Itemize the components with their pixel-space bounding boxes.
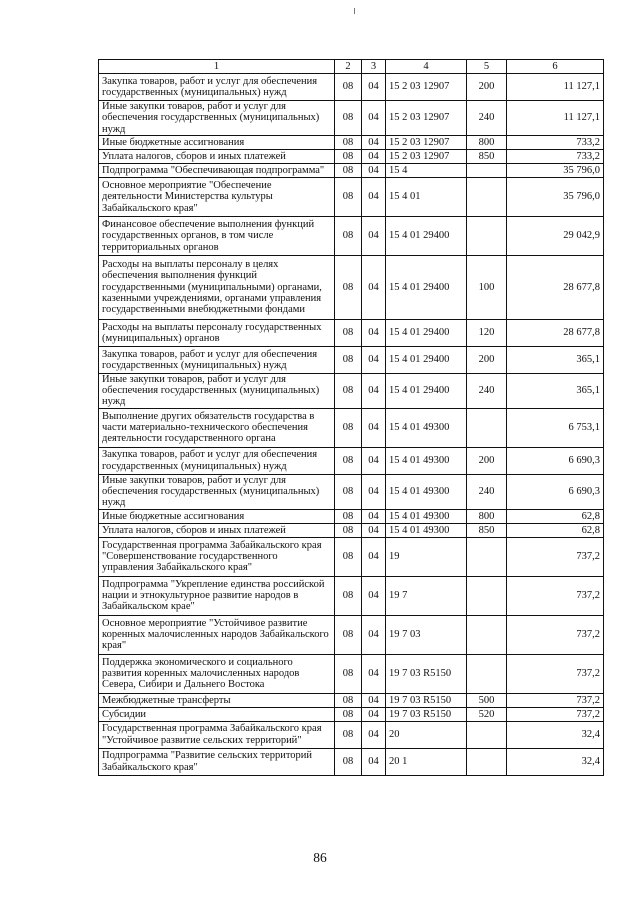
cell-amount: 737,2 <box>507 576 604 615</box>
column-header-expense-type: 5 <box>467 60 507 74</box>
header-row <box>99 60 604 74</box>
cell-subsection: 04 <box>362 537 386 576</box>
cell-section: 08 <box>335 255 362 319</box>
cell-section: 08 <box>335 177 362 216</box>
cell-section: 08 <box>335 748 362 775</box>
cell-amount: 737,2 <box>507 654 604 693</box>
cell-expense-type <box>467 163 507 177</box>
cell-subsection: 04 <box>362 707 386 721</box>
cell-amount: 28 677,8 <box>507 319 604 346</box>
table-row <box>99 163 604 177</box>
cell-section: 08 <box>335 707 362 721</box>
cell-name: Основное мероприятие "Устойчивое развитие коренных малочисленных народов Забайкальского края" <box>99 615 335 654</box>
cell-amount: 35 796,0 <box>507 163 604 177</box>
cell-name: Уплата налогов, сборов и иных платежей <box>99 523 335 537</box>
table-row <box>99 509 604 523</box>
cell-amount: 737,2 <box>507 693 604 707</box>
cell-target-item: 15 4 01 29400 <box>386 216 467 255</box>
cell-section: 08 <box>335 537 362 576</box>
cell-subsection: 04 <box>362 523 386 537</box>
cell-subsection: 04 <box>362 346 386 373</box>
cell-subsection: 04 <box>362 135 386 149</box>
cell-amount: 737,2 <box>507 707 604 721</box>
cell-expense-type: 800 <box>467 509 507 523</box>
cell-expense-type: 200 <box>467 346 507 373</box>
cell-name: Иные закупки товаров, работ и услуг для обеспечения государственных (муниципальных) нужд <box>99 474 335 509</box>
cell-name: Межбюджетные трансферты <box>99 693 335 707</box>
cell-subsection: 04 <box>362 149 386 163</box>
cell-expense-type <box>467 721 507 748</box>
cell-name: Закупка товаров, работ и услуг для обеспечения государственных (муниципальных) нужд <box>99 447 335 474</box>
column-header-subsection: 3 <box>362 60 386 74</box>
cell-expense-type: 200 <box>467 447 507 474</box>
cell-target-item: 19 7 03 <box>386 615 467 654</box>
table-body <box>99 74 604 776</box>
cell-amount: 11 127,1 <box>507 101 604 136</box>
cell-target-item: 15 4 01 49300 <box>386 408 467 447</box>
cell-name: Иные закупки товаров, работ и услуг для обеспечения государственных (муниципальных) нужд <box>99 373 335 408</box>
cell-target-item: 19 7 03 R5150 <box>386 707 467 721</box>
budget-table <box>98 59 604 776</box>
cell-name: Иные бюджетные ассигнования <box>99 509 335 523</box>
cell-name: Расходы на выплаты персоналу в целях обеспечения выполнения функций государственными (муниципальными) органами, казенными учреждениями, органами управления государственными внебюджетными фондами <box>99 255 335 319</box>
cell-name: Государственная программа Забайкальского края "Устойчивое развитие сельских территорий" <box>99 721 335 748</box>
cell-subsection: 04 <box>362 576 386 615</box>
cell-target-item: 15 4 01 49300 <box>386 474 467 509</box>
table-row <box>99 216 604 255</box>
cell-target-item: 20 <box>386 721 467 748</box>
cell-section: 08 <box>335 654 362 693</box>
cell-name: Иные закупки товаров, работ и услуг для обеспечения государственных (муниципальных) нужд <box>99 101 335 136</box>
cell-expense-type: 520 <box>467 707 507 721</box>
cell-amount: 32,4 <box>507 748 604 775</box>
cell-section: 08 <box>335 163 362 177</box>
cell-section: 08 <box>335 319 362 346</box>
cell-section: 08 <box>335 523 362 537</box>
cell-expense-type: 100 <box>467 255 507 319</box>
cell-subsection: 04 <box>362 748 386 775</box>
table-row <box>99 693 604 707</box>
table-row <box>99 346 604 373</box>
cell-expense-type <box>467 615 507 654</box>
cell-section: 08 <box>335 447 362 474</box>
cell-subsection: 04 <box>362 255 386 319</box>
table-row <box>99 576 604 615</box>
cell-amount: 62,8 <box>507 523 604 537</box>
cell-expense-type <box>467 576 507 615</box>
cell-subsection: 04 <box>362 654 386 693</box>
table-row <box>99 149 604 163</box>
cell-name: Финансовое обеспечение выполнения функций государственных органов, в том числе территориальных органов <box>99 216 335 255</box>
cell-subsection: 04 <box>362 373 386 408</box>
cell-expense-type: 200 <box>467 74 507 101</box>
table-row <box>99 177 604 216</box>
cell-expense-type: 120 <box>467 319 507 346</box>
table-row <box>99 537 604 576</box>
cell-section: 08 <box>335 135 362 149</box>
cell-name: Государственная программа Забайкальского края "Совершенствование государственного управления Забайкальского края" <box>99 537 335 576</box>
cell-section: 08 <box>335 149 362 163</box>
cell-amount: 29 042,9 <box>507 216 604 255</box>
table-row <box>99 319 604 346</box>
cell-name: Субсидии <box>99 707 335 721</box>
table-row <box>99 721 604 748</box>
cell-expense-type: 240 <box>467 373 507 408</box>
cell-subsection: 04 <box>362 74 386 101</box>
cell-expense-type <box>467 408 507 447</box>
cell-section: 08 <box>335 509 362 523</box>
cell-target-item: 15 2 03 12907 <box>386 149 467 163</box>
cell-target-item: 19 <box>386 537 467 576</box>
table-row <box>99 748 604 775</box>
cell-section: 08 <box>335 615 362 654</box>
cell-amount: 62,8 <box>507 509 604 523</box>
cell-amount: 32,4 <box>507 721 604 748</box>
cell-target-item: 15 4 01 49300 <box>386 509 467 523</box>
cell-subsection: 04 <box>362 319 386 346</box>
cell-subsection: 04 <box>362 693 386 707</box>
table-row <box>99 523 604 537</box>
table-row <box>99 474 604 509</box>
cell-amount: 28 677,8 <box>507 255 604 319</box>
cell-section: 08 <box>335 721 362 748</box>
cell-name: Иные бюджетные ассигнования <box>99 135 335 149</box>
table-row <box>99 654 604 693</box>
table-row <box>99 447 604 474</box>
cell-subsection: 04 <box>362 177 386 216</box>
cell-name: Выполнение других обязательств государства в части материально-технического обеспечения деятельности государственного органа <box>99 408 335 447</box>
cell-target-item: 19 7 03 R5150 <box>386 654 467 693</box>
cell-subsection: 04 <box>362 474 386 509</box>
cell-section: 08 <box>335 373 362 408</box>
cell-target-item: 15 4 01 <box>386 177 467 216</box>
cell-section: 08 <box>335 474 362 509</box>
cell-name: Закупка товаров, работ и услуг для обеспечения государственных (муниципальных) нужд <box>99 74 335 101</box>
cell-target-item: 19 7 03 R5150 <box>386 693 467 707</box>
cell-target-item: 15 4 01 49300 <box>386 523 467 537</box>
cell-amount: 737,2 <box>507 615 604 654</box>
cell-subsection: 04 <box>362 408 386 447</box>
cell-section: 08 <box>335 576 362 615</box>
cell-name: Расходы на выплаты персоналу государственных (муниципальных) органов <box>99 319 335 346</box>
cell-target-item: 15 2 03 12907 <box>386 74 467 101</box>
cell-target-item: 15 4 01 29400 <box>386 346 467 373</box>
cell-expense-type <box>467 654 507 693</box>
table-row <box>99 74 604 101</box>
cell-section: 08 <box>335 408 362 447</box>
cell-amount: 733,2 <box>507 135 604 149</box>
scan-mark <box>354 8 355 14</box>
cell-target-item: 15 4 01 29400 <box>386 373 467 408</box>
column-header-target-item: 4 <box>386 60 467 74</box>
cell-target-item: 15 2 03 12907 <box>386 135 467 149</box>
cell-target-item: 15 4 01 49300 <box>386 447 467 474</box>
table-row <box>99 255 604 319</box>
cell-section: 08 <box>335 101 362 136</box>
cell-expense-type: 240 <box>467 474 507 509</box>
cell-subsection: 04 <box>362 101 386 136</box>
table-row <box>99 408 604 447</box>
cell-amount: 6 690,3 <box>507 447 604 474</box>
table-row <box>99 373 604 408</box>
cell-section: 08 <box>335 74 362 101</box>
cell-target-item: 15 4 <box>386 163 467 177</box>
column-header-name: 1 <box>99 60 335 74</box>
cell-subsection: 04 <box>362 615 386 654</box>
cell-amount: 6 690,3 <box>507 474 604 509</box>
cell-name: Подпрограмма "Развитие сельских территорий Забайкальского края" <box>99 748 335 775</box>
cell-name: Поддержка экономического и социального развития коренных малочисленных народов Севера, Сибири и Дальнего Востока <box>99 654 335 693</box>
cell-amount: 365,1 <box>507 373 604 408</box>
cell-target-item: 15 4 01 29400 <box>386 319 467 346</box>
cell-name: Закупка товаров, работ и услуг для обеспечения государственных (муниципальных) нужд <box>99 346 335 373</box>
cell-amount: 733,2 <box>507 149 604 163</box>
cell-amount: 6 753,1 <box>507 408 604 447</box>
table-row <box>99 101 604 136</box>
cell-expense-type <box>467 216 507 255</box>
cell-target-item: 20 1 <box>386 748 467 775</box>
cell-subsection: 04 <box>362 509 386 523</box>
cell-expense-type: 800 <box>467 135 507 149</box>
table-row <box>99 135 604 149</box>
cell-amount: 737,2 <box>507 537 604 576</box>
cell-name: Подпрограмма "Укрепление единства российской нации и этнокультурное развитие народов в Забайкальском крае" <box>99 576 335 615</box>
cell-section: 08 <box>335 346 362 373</box>
page-number: 86 <box>313 850 327 865</box>
cell-expense-type: 240 <box>467 101 507 136</box>
cell-section: 08 <box>335 693 362 707</box>
cell-target-item: 15 4 01 29400 <box>386 255 467 319</box>
cell-section: 08 <box>335 216 362 255</box>
cell-amount: 35 796,0 <box>507 177 604 216</box>
table-row <box>99 707 604 721</box>
cell-target-item: 15 2 03 12907 <box>386 101 467 136</box>
cell-name: Основное мероприятие "Обеспечение деятельности Министерства культуры Забайкальского края" <box>99 177 335 216</box>
cell-name: Подпрограмма "Обеспечивающая подпрограмма" <box>99 163 335 177</box>
cell-subsection: 04 <box>362 721 386 748</box>
cell-subsection: 04 <box>362 447 386 474</box>
cell-target-item: 19 7 <box>386 576 467 615</box>
table-row <box>99 615 604 654</box>
cell-amount: 11 127,1 <box>507 74 604 101</box>
cell-expense-type <box>467 748 507 775</box>
column-header-amount: 6 <box>507 60 604 74</box>
column-header-section: 2 <box>335 60 362 74</box>
cell-name: Уплата налогов, сборов и иных платежей <box>99 149 335 163</box>
cell-subsection: 04 <box>362 163 386 177</box>
cell-expense-type: 850 <box>467 149 507 163</box>
cell-subsection: 04 <box>362 216 386 255</box>
cell-expense-type <box>467 537 507 576</box>
cell-expense-type: 500 <box>467 693 507 707</box>
cell-amount: 365,1 <box>507 346 604 373</box>
cell-expense-type <box>467 177 507 216</box>
cell-expense-type: 850 <box>467 523 507 537</box>
